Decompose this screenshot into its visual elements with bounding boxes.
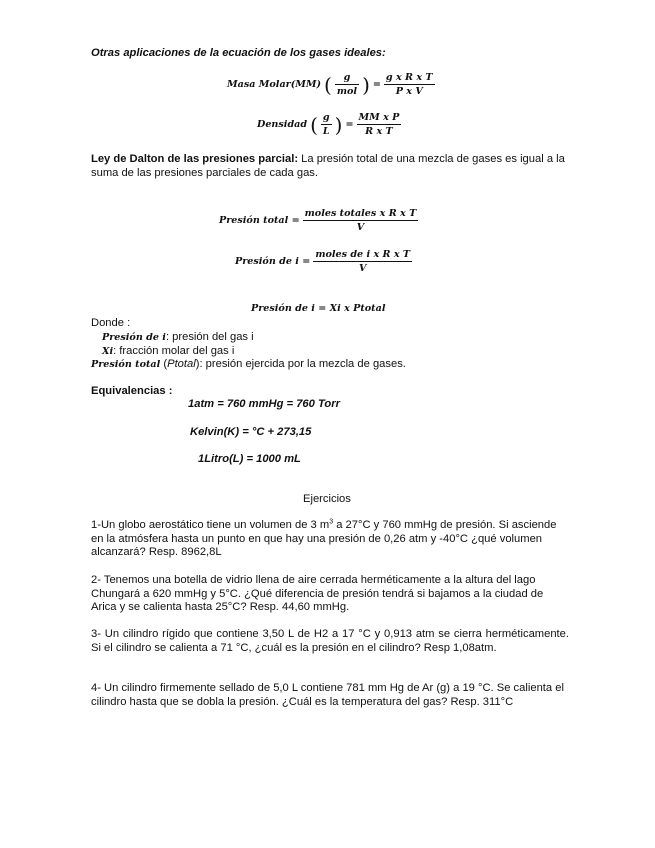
partial-pressure-fraction: $\frac{\text{moles de i x R x T}}{V}$ — [315, 249, 411, 274]
donde-label: Donde : — [91, 317, 131, 329]
exercise-3: 3- Un cilindro rígido que contiene 3,50 L de H2 a 17 °C y 0,913 atm se cierra herméticamente. Si el cilindro se calienta a 71 °C, ¿cuál es la presión en el cilindro? Resp 1,08atm. — [91, 628, 569, 654]
donde-item: Xi: fracción molar del gas i — [102, 345, 235, 357]
equivalence-item: 1Litro(L) = 1000 mL — [198, 453, 301, 465]
donde-item: Presión total (Ptotal): presión ejercida por la mezcla de gases. — [91, 358, 406, 370]
dalton-title: Ley de Dalton de las presiones parcial: — [91, 153, 299, 165]
partial-pressure-equation: Presión de i = $\frac{\text{moles de i x R x T}}{V}$ — [235, 249, 411, 274]
exercise-2: 2- Tenemos una botella de vidrio llena de aire cerrada herméticamente a la altura del lago Chungará a 620 mmHg y 5°C. ¿Qué diferencia de presión tendrá si bajamos a la ciudad de Arica y se calienta hasta 25°C? Resp. 44,60 mmHg. — [91, 574, 544, 614]
exercise-4: 4- Un cilindro firmemente sellado de 5,0 L contiene 781 mm Hg de Ar (g) a 19 °C. Se calienta el cilindro hasta que se dobla la presión. ¿Cuál es la temperatura del gas? Resp. 311°C — [91, 682, 564, 708]
dalton-text: La presión total de una mezcla de gases es igual a la suma de las presiones parciales de cada gas. — [91, 153, 565, 179]
molar-mass-fraction: $\frac{\text{g x R x T}}{\text{P x V}}$ — [385, 72, 433, 97]
equivalence-item: Kelvin(K) = °C + 273,15 — [190, 426, 312, 438]
density-lhs: Densidad — [257, 119, 308, 130]
dalton-law-paragraph — [91, 153, 569, 180]
mole-fraction-equation: Presión de i = Xi x Ptotal — [251, 303, 386, 314]
total-pressure-equation: Presión total = $\frac{\text{moles totales x R x T}}{V}$ — [219, 208, 417, 233]
exercises-title: Ejercicios — [303, 493, 351, 505]
density-equation: Densidad ( $\frac{g}{L}$ ) = $\frac{\text{MM x P}}{\text{R x T}}$ — [257, 112, 400, 137]
donde-item: Presión de i: presión del gas i — [102, 331, 254, 343]
molar-mass-equation: Masa Molar(MM) ( $\frac{g}{\text{mol}}$ ) = $\frac{\text{g x R x T}}{\text{P x V}}$ — [227, 72, 433, 97]
equivalence-item: 1atm = 760 mmHg = 760 Torr — [188, 398, 340, 410]
total-pressure-fraction: $\frac{\text{moles totales x R x T}}{V}$ — [304, 208, 417, 233]
molar-mass-unit: $\frac{g}{\text{mol}}$ — [336, 72, 358, 97]
density-unit: $\frac{g}{L}$ — [322, 112, 330, 137]
equivalencias-label: Equivalencias : — [91, 385, 173, 397]
molar-mass-lhs: Masa Molar(MM) — [227, 79, 322, 90]
exercise-1: 1-Un globo aerostático tiene un volumen de 3 $m^3$ a 27°C y 760 mmHg de presión. Si asciende en la atmósfera hasta un punto en que hay una presión de 0,26 atm y -40°C ¿qué volumen alcanzará? Resp. 8962,8L — [91, 518, 557, 559]
density-fraction: $\frac{\text{MM x P}}{\text{R x T}}$ — [358, 112, 400, 137]
section-heading: Otras aplicaciones de la ecuación de los gases ideales: — [91, 47, 386, 59]
